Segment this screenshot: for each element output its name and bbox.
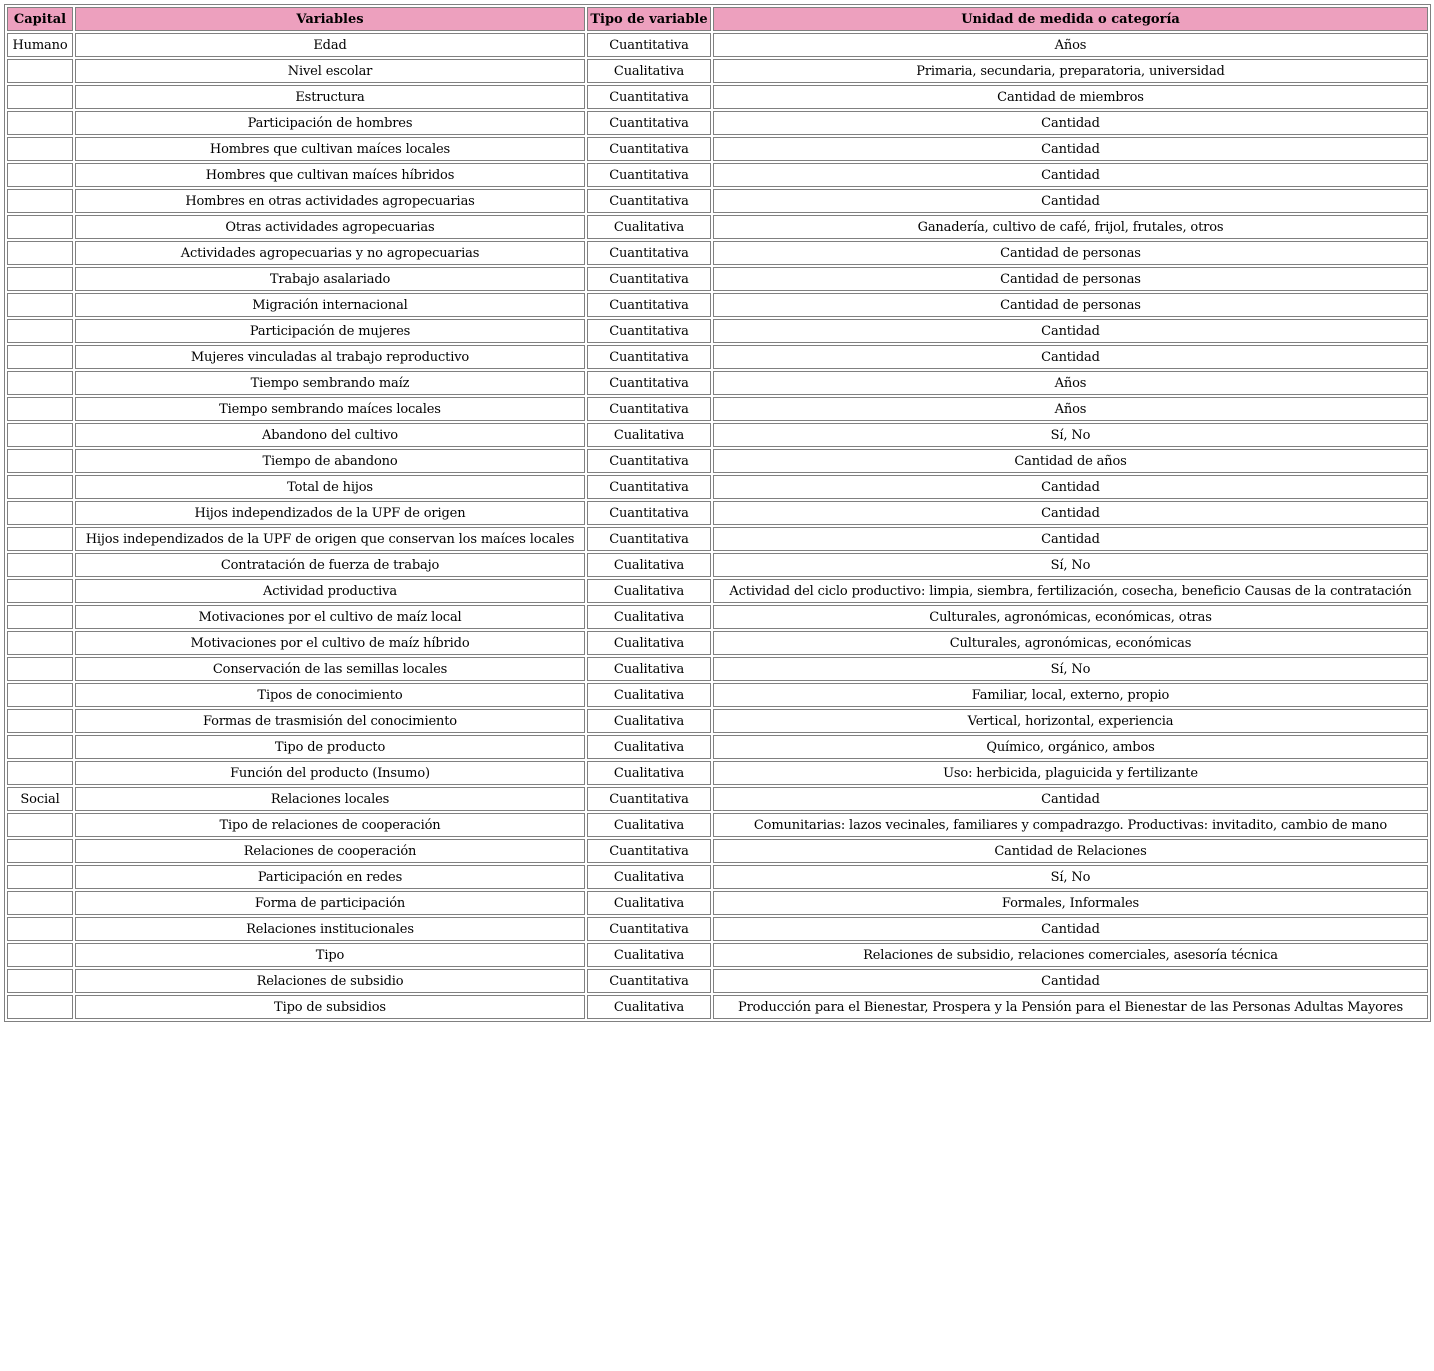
variable-cell: Total de hijos <box>75 475 585 499</box>
table-row <box>7 631 1428 655</box>
tipo-cell: Cualitativa <box>587 735 711 759</box>
tipo-cell: Cuantitativa <box>587 371 711 395</box>
unidad-cell: Familiar, local, externo, propio <box>713 683 1428 707</box>
table-row <box>7 397 1428 421</box>
table-row <box>7 605 1428 629</box>
tipo-cell: Cualitativa <box>587 59 711 83</box>
tipo-cell: Cuantitativa <box>587 33 711 57</box>
variable-cell: Hijos independizados de la UPF de origen que conservan los maíces locales <box>75 527 585 551</box>
unidad-cell: Cantidad <box>713 345 1428 369</box>
unidad-cell: Primaria, secundaria, preparatoria, universidad <box>713 59 1428 83</box>
tipo-cell: Cualitativa <box>587 215 711 239</box>
header-tipo-de-variable: Tipo de variable <box>587 7 711 31</box>
variable-cell: Otras actividades agropecuarias <box>75 215 585 239</box>
unidad-cell: Cantidad de personas <box>713 241 1428 265</box>
header-capital: Capital <box>7 7 73 31</box>
capital-cell <box>7 917 73 941</box>
table-row <box>7 553 1428 577</box>
tipo-cell: Cualitativa <box>587 631 711 655</box>
unidad-cell: Cantidad <box>713 319 1428 343</box>
tipo-cell: Cuantitativa <box>587 839 711 863</box>
header-row <box>7 7 1428 31</box>
tipo-cell: Cuantitativa <box>587 449 711 473</box>
variable-cell: Tiempo sembrando maíz <box>75 371 585 395</box>
variable-cell: Tipo de relaciones de cooperación <box>75 813 585 837</box>
table-row <box>7 319 1428 343</box>
table-row <box>7 579 1428 603</box>
capital-cell <box>7 345 73 369</box>
capital-cell <box>7 813 73 837</box>
table-body <box>7 33 1428 1019</box>
tipo-cell: Cuantitativa <box>587 917 711 941</box>
unidad-cell: Sí, No <box>713 553 1428 577</box>
table-row <box>7 345 1428 369</box>
table-row <box>7 839 1428 863</box>
variable-cell: Relaciones de subsidio <box>75 969 585 993</box>
table-row <box>7 111 1428 135</box>
table-row <box>7 449 1428 473</box>
capital-cell <box>7 293 73 317</box>
tipo-cell: Cuantitativa <box>587 85 711 109</box>
table-row <box>7 423 1428 447</box>
variable-cell: Hombres en otras actividades agropecuarias <box>75 189 585 213</box>
variable-cell: Actividad productiva <box>75 579 585 603</box>
table-header <box>7 7 1428 31</box>
tipo-cell: Cualitativa <box>587 683 711 707</box>
variable-cell: Hombres que cultivan maíces híbridos <box>75 163 585 187</box>
table-row <box>7 267 1428 291</box>
table-row <box>7 241 1428 265</box>
capital-cell <box>7 683 73 707</box>
table-row <box>7 917 1428 941</box>
unidad-cell: Culturales, agronómicas, económicas, otras <box>713 605 1428 629</box>
unidad-cell: Cantidad <box>713 189 1428 213</box>
tipo-cell: Cualitativa <box>587 605 711 629</box>
capital-cell <box>7 865 73 889</box>
variables-table <box>4 4 1431 1022</box>
variable-cell: Migración internacional <box>75 293 585 317</box>
unidad-cell: Cantidad <box>713 137 1428 161</box>
unidad-cell: Actividad del ciclo productivo: limpia, siembra, fertilización, cosecha, beneficio Causas de la contratación <box>713 579 1428 603</box>
tipo-cell: Cuantitativa <box>587 397 711 421</box>
unidad-cell: Cantidad de Relaciones <box>713 839 1428 863</box>
tipo-cell: Cualitativa <box>587 891 711 915</box>
table-row <box>7 527 1428 551</box>
capital-cell <box>7 891 73 915</box>
table-row <box>7 943 1428 967</box>
variable-cell: Hombres que cultivan maíces locales <box>75 137 585 161</box>
capital-cell <box>7 995 73 1019</box>
capital-cell <box>7 631 73 655</box>
unidad-cell: Años <box>713 397 1428 421</box>
unidad-cell: Formales, Informales <box>713 891 1428 915</box>
unidad-cell: Producción para el Bienestar, Prospera y la Pensión para el Bienestar de las Personas Adultas Mayores <box>713 995 1428 1019</box>
variable-cell: Abandono del cultivo <box>75 423 585 447</box>
unidad-cell: Vertical, horizontal, experiencia <box>713 709 1428 733</box>
unidad-cell: Cantidad de años <box>713 449 1428 473</box>
tipo-cell: Cuantitativa <box>587 319 711 343</box>
table-row <box>7 683 1428 707</box>
table-row <box>7 761 1428 785</box>
variable-cell: Participación de hombres <box>75 111 585 135</box>
unidad-cell: Cantidad de personas <box>713 267 1428 291</box>
table-row <box>7 969 1428 993</box>
unidad-cell: Cantidad <box>713 163 1428 187</box>
tipo-cell: Cualitativa <box>587 423 711 447</box>
unidad-cell: Cantidad de miembros <box>713 85 1428 109</box>
table-row <box>7 813 1428 837</box>
table-row <box>7 475 1428 499</box>
tipo-cell: Cuantitativa <box>587 267 711 291</box>
capital-cell <box>7 163 73 187</box>
variable-cell: Trabajo asalariado <box>75 267 585 291</box>
capital-cell <box>7 553 73 577</box>
capital-cell <box>7 111 73 135</box>
unidad-cell: Años <box>713 371 1428 395</box>
capital-cell <box>7 215 73 239</box>
tipo-cell: Cuantitativa <box>587 501 711 525</box>
unidad-cell: Cantidad <box>713 475 1428 499</box>
table-row <box>7 293 1428 317</box>
table-row <box>7 59 1428 83</box>
variable-cell: Formas de trasmisión del conocimiento <box>75 709 585 733</box>
table-row <box>7 501 1428 525</box>
variable-cell: Tipos de conocimiento <box>75 683 585 707</box>
variable-cell: Motivaciones por el cultivo de maíz local <box>75 605 585 629</box>
variable-cell: Tiempo sembrando maíces locales <box>75 397 585 421</box>
capital-cell <box>7 137 73 161</box>
capital-cell <box>7 423 73 447</box>
capital-cell: Social <box>7 787 73 811</box>
variable-cell: Motivaciones por el cultivo de maíz híbrido <box>75 631 585 655</box>
capital-cell <box>7 241 73 265</box>
variable-cell: Forma de participación <box>75 891 585 915</box>
capital-cell <box>7 267 73 291</box>
variable-cell: Hijos independizados de la UPF de origen <box>75 501 585 525</box>
unidad-cell: Uso: herbicida, plaguicida y fertilizante <box>713 761 1428 785</box>
capital-cell: Humano <box>7 33 73 57</box>
table-row <box>7 33 1428 57</box>
tipo-cell: Cuantitativa <box>587 111 711 135</box>
table-row <box>7 865 1428 889</box>
table-row <box>7 787 1428 811</box>
header-unidad-de-medida: Unidad de medida o categoría <box>713 7 1428 31</box>
capital-cell <box>7 371 73 395</box>
capital-cell <box>7 761 73 785</box>
tipo-cell: Cuantitativa <box>587 527 711 551</box>
variable-cell: Relaciones de cooperación <box>75 839 585 863</box>
capital-cell <box>7 85 73 109</box>
unidad-cell: Cantidad <box>713 787 1428 811</box>
unidad-cell: Años <box>713 33 1428 57</box>
capital-cell <box>7 579 73 603</box>
capital-cell <box>7 449 73 473</box>
variable-cell: Nivel escolar <box>75 59 585 83</box>
tipo-cell: Cualitativa <box>587 813 711 837</box>
variable-cell: Actividades agropecuarias y no agropecuarias <box>75 241 585 265</box>
unidad-cell: Culturales, agronómicas, económicas <box>713 631 1428 655</box>
capital-cell <box>7 605 73 629</box>
tipo-cell: Cualitativa <box>587 657 711 681</box>
unidad-cell: Relaciones de subsidio, relaciones comerciales, asesoría técnica <box>713 943 1428 967</box>
variable-cell: Relaciones institucionales <box>75 917 585 941</box>
unidad-cell: Ganadería, cultivo de café, frijol, frutales, otros <box>713 215 1428 239</box>
capital-cell <box>7 839 73 863</box>
variable-cell: Tipo de subsidios <box>75 995 585 1019</box>
table-row <box>7 215 1428 239</box>
unidad-cell: Comunitarias: lazos vecinales, familiares y compadrazgo. Productivas: invitadito, cambio de mano <box>713 813 1428 837</box>
unidad-cell: Cantidad <box>713 111 1428 135</box>
capital-cell <box>7 969 73 993</box>
capital-cell <box>7 319 73 343</box>
tipo-cell: Cuantitativa <box>587 475 711 499</box>
tipo-cell: Cualitativa <box>587 865 711 889</box>
variable-cell: Participación en redes <box>75 865 585 889</box>
table-row <box>7 163 1428 187</box>
variable-cell: Relaciones locales <box>75 787 585 811</box>
unidad-cell: Sí, No <box>713 423 1428 447</box>
variable-cell: Función del producto (Insumo) <box>75 761 585 785</box>
capital-cell <box>7 657 73 681</box>
capital-cell <box>7 59 73 83</box>
capital-cell <box>7 943 73 967</box>
tipo-cell: Cualitativa <box>587 553 711 577</box>
capital-cell <box>7 735 73 759</box>
variable-cell: Mujeres vinculadas al trabajo reproductivo <box>75 345 585 369</box>
capital-cell <box>7 709 73 733</box>
table-row <box>7 995 1428 1019</box>
tipo-cell: Cualitativa <box>587 995 711 1019</box>
unidad-cell: Químico, orgánico, ambos <box>713 735 1428 759</box>
tipo-cell: Cualitativa <box>587 761 711 785</box>
unidad-cell: Cantidad de personas <box>713 293 1428 317</box>
table-row <box>7 735 1428 759</box>
tipo-cell: Cuantitativa <box>587 345 711 369</box>
variable-cell: Estructura <box>75 85 585 109</box>
unidad-cell: Sí, No <box>713 865 1428 889</box>
capital-cell <box>7 527 73 551</box>
tipo-cell: Cuantitativa <box>587 241 711 265</box>
unidad-cell: Cantidad <box>713 501 1428 525</box>
capital-cell <box>7 189 73 213</box>
tipo-cell: Cuantitativa <box>587 969 711 993</box>
table-row <box>7 85 1428 109</box>
tipo-cell: Cuantitativa <box>587 293 711 317</box>
variable-cell: Contratación de fuerza de trabajo <box>75 553 585 577</box>
unidad-cell: Cantidad <box>713 527 1428 551</box>
table-row <box>7 371 1428 395</box>
capital-cell <box>7 501 73 525</box>
capital-cell <box>7 475 73 499</box>
unidad-cell: Cantidad <box>713 917 1428 941</box>
tipo-cell: Cuantitativa <box>587 189 711 213</box>
unidad-cell: Cantidad <box>713 969 1428 993</box>
variable-cell: Tipo <box>75 943 585 967</box>
variable-cell: Tiempo de abandono <box>75 449 585 473</box>
tipo-cell: Cuantitativa <box>587 787 711 811</box>
tipo-cell: Cualitativa <box>587 943 711 967</box>
header-variables: Variables <box>75 7 585 31</box>
variable-cell: Edad <box>75 33 585 57</box>
tipo-cell: Cualitativa <box>587 579 711 603</box>
table-row <box>7 137 1428 161</box>
table-row <box>7 709 1428 733</box>
table-row <box>7 189 1428 213</box>
tipo-cell: Cuantitativa <box>587 137 711 161</box>
capital-cell <box>7 397 73 421</box>
variable-cell: Conservación de las semillas locales <box>75 657 585 681</box>
tipo-cell: Cuantitativa <box>587 163 711 187</box>
table-row <box>7 657 1428 681</box>
variable-cell: Tipo de producto <box>75 735 585 759</box>
unidad-cell: Sí, No <box>713 657 1428 681</box>
tipo-cell: Cualitativa <box>587 709 711 733</box>
table-row <box>7 891 1428 915</box>
variable-cell: Participación de mujeres <box>75 319 585 343</box>
